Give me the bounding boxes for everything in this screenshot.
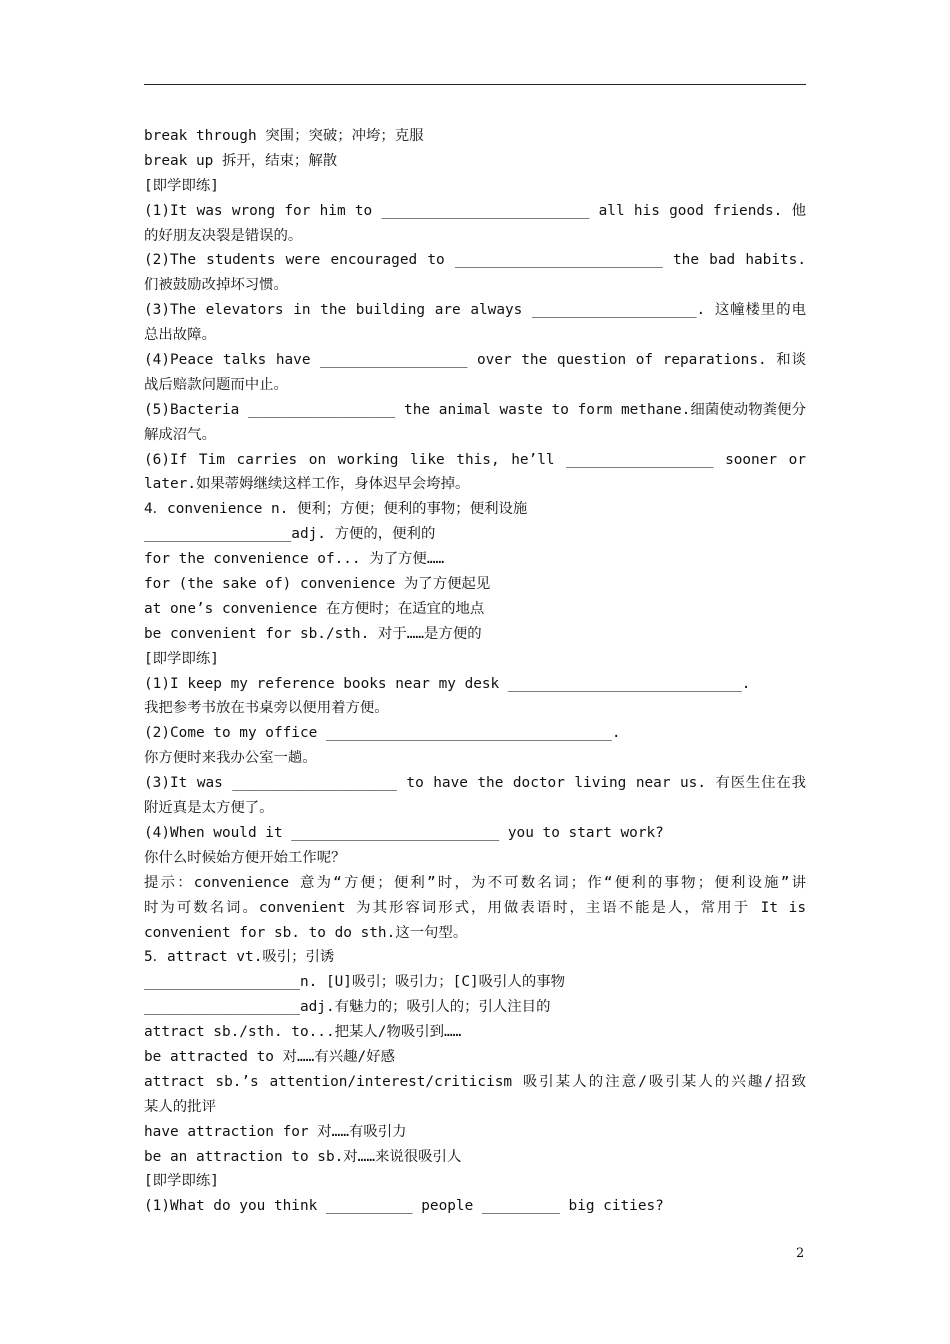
text-line: 某人的批评	[144, 1098, 216, 1115]
text-line: be an attraction to sb.对……来说很吸引人	[144, 1148, 462, 1165]
text-line: 你方便时来我办公室一趟。	[144, 750, 317, 767]
text-line: break through 突围；突破；冲垮；克服	[144, 128, 424, 144]
text-line: be convenient for sb./sth. 对于……是方便的	[144, 625, 482, 642]
section-heading: [即学即练]	[144, 650, 219, 667]
text-line: be attracted to 对……有兴趣/好感	[144, 1048, 395, 1065]
tip-line: 提示：convenience 意为“方便；便利”时，为不可数名词；作“便利的事物；便利设施”讲	[144, 874, 806, 891]
exercise-line: (3)It was ___________________ to have the doctor living near us. 有医生住在我	[144, 775, 806, 792]
document-body	[144, 124, 806, 1219]
exercise-line: (1)It was wrong for him to ________________________ all his good friends. 他	[144, 202, 806, 219]
exercise-line: (4)Peace talks have _________________ over the question of reparations. 和谈	[144, 352, 806, 369]
text-line: 解成沼气。	[144, 426, 216, 443]
header-rule	[144, 84, 806, 85]
exercise-line: (2)Come to my office _________________________________.	[144, 725, 621, 742]
text-line: have attraction for 对……有吸引力	[144, 1123, 407, 1140]
text-line: __________________adj.有魅力的；吸引人的；引人注目的	[144, 999, 551, 1016]
text-line: for the convenience of... 为了方便……	[144, 551, 445, 568]
exercise-line: (4)When would it ________________________ you to start work?	[144, 824, 664, 841]
section-heading: [即学即练]	[144, 177, 219, 194]
section-heading: [即学即练]	[144, 1173, 219, 1190]
vocab-heading: 4．convenience n. 便利；方便；便利的事物；便利设施	[144, 501, 528, 518]
text-line: 你什么时候始方便开始工作呢？	[144, 849, 346, 866]
exercise-line: (3)The elevators in the building are always ___________________. 这幢楼里的电	[144, 302, 806, 319]
text-line: attract sb./sth. to...把某人/物吸引到……	[144, 1024, 462, 1041]
vocab-heading: 5．attract vt.吸引；引诱	[144, 949, 335, 966]
page-number: 2	[796, 1246, 805, 1261]
text-line: 我把参考书放在书桌旁以便用着方便。	[144, 700, 389, 717]
tip-line: convenient for sb. to do sth.这一句型。	[144, 924, 468, 941]
text-line: for (the sake of) convenience 为了方便起见	[144, 576, 491, 593]
text-line: 附近真是太方便了。	[144, 800, 274, 817]
exercise-line: (5)Bacteria _________________ the animal waste to form methane.细菌使动物粪便分	[144, 401, 806, 418]
exercise-line: (2)The students were encouraged to ________________________ the bad habits.	[144, 252, 806, 269]
text-line: __________________n. [U]吸引；吸引力；[C]吸引人的事物	[144, 974, 566, 991]
exercise-line: (1)What do you think __________ people _________ big cities?	[144, 1198, 664, 1215]
text-line: 们被鼓励改掉坏习惯。	[144, 277, 288, 294]
text-line: later.如果蒂姆继续这样工作，身体迟早会垮掉。	[144, 476, 470, 493]
tip-line: 时为可数名词。convenient 为其形容词形式，用做表语时，主语不能是人，常用于 It is	[144, 899, 806, 916]
text-line: _________________adj. 方便的，便利的	[144, 526, 436, 543]
text-line: 战后赔款问题而中止。	[144, 376, 288, 393]
text-line: 的好朋友决裂是错误的。	[144, 227, 303, 244]
text-line: break up 拆开，结束；解散	[144, 152, 338, 169]
exercise-line: (1)I keep my reference books near my desk ___________________________.	[144, 675, 751, 692]
text-line: at one’s convenience 在方便时；在适宜的地点	[144, 600, 485, 617]
exercise-line: (6)If Tim carries on working like this, he’ll _________________ sooner or	[144, 451, 806, 468]
text-line: 总出故障。	[144, 327, 216, 344]
text-line: attract sb.’s attention/interest/criticism 吸引某人的注意/吸引某人的兴趣/招致	[144, 1073, 806, 1090]
